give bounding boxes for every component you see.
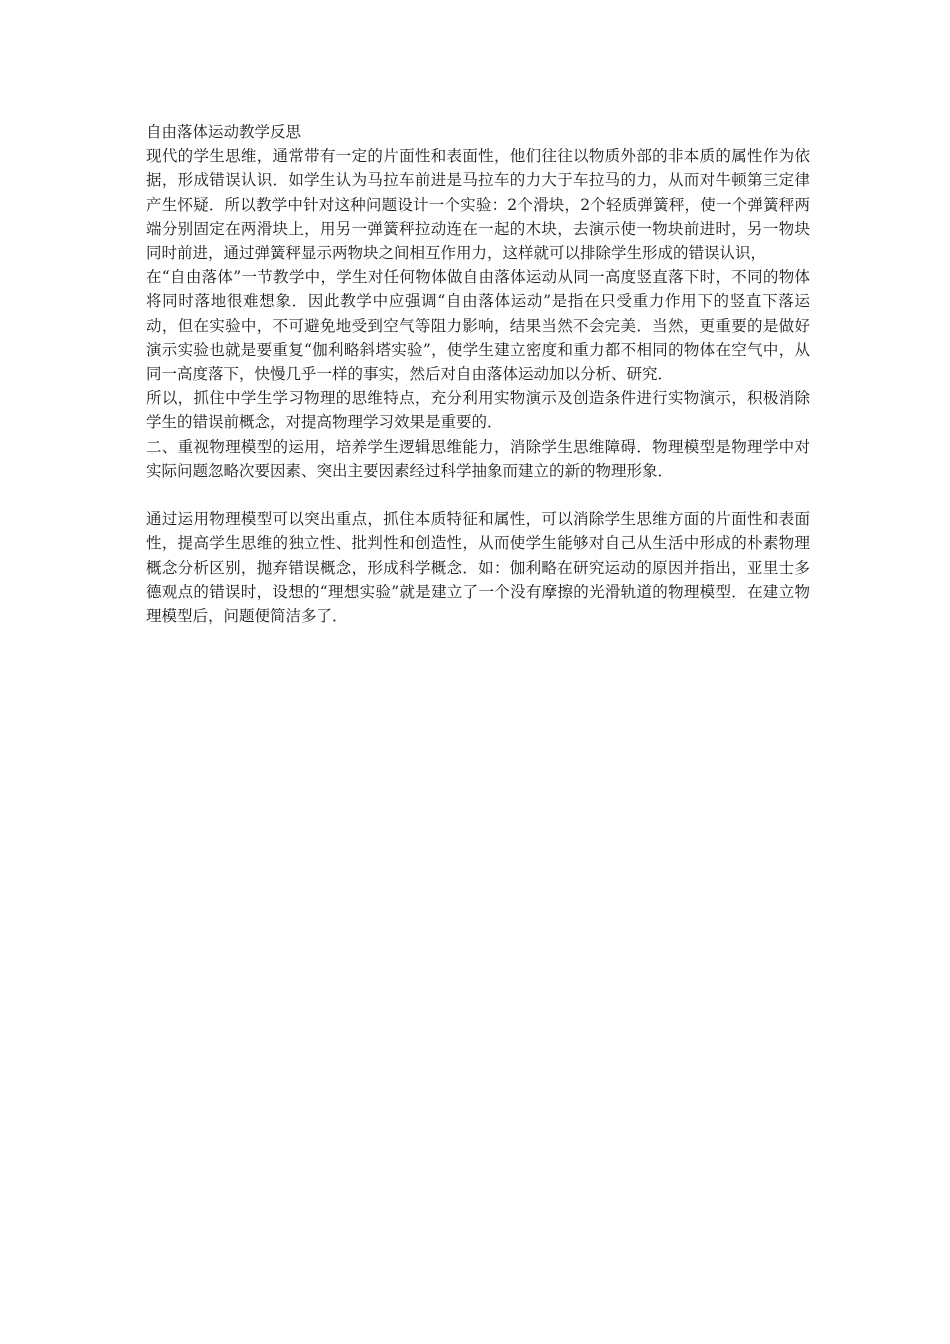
paragraph-3: 所以，抓住中学生学习物理的思维特点，充分利用实物演示及创造条件进行实物演示，积极消除学生的错误前概念，对提高物理学习效果是重要的．	[146, 389, 810, 432]
paragraph-4: 二、重视物理模型的运用，培养学生逻辑思维能力，消除学生思维障碍．物理模型是物理学中对实际问题忽略次要因素、突出主要因素经过科学抽象而建立的新的物理形象．	[146, 437, 810, 480]
document-title: 自由落体运动教学反思	[146, 123, 302, 141]
paragraph-1: 现代的学生思维，通常带有一定的片面性和表面性，他们往往以物质外部的非本质的属性作为依据，形成错误认识．如学生认为马拉车前进是马拉车的力大于车拉马的力，从而对牛顿第三定律产生怀疑．所以教学中针对这种问题设计一个实验：2个滑块，2个轻质弹簧秤，使一个弹簧秤两端分别固定在两滑块上，用另一弹簧秤拉动连在一起的木块，去演示使一物块前进时，另一物块同时前进，通过弹簧秤显示两物块之间相互作用力，这样就可以排除学生形成的错误认识，	[146, 147, 810, 263]
paragraph-spacer	[146, 483, 810, 507]
document-body	[146, 120, 810, 628]
paragraph-2: 在“自由落体”一节教学中，学生对任何物体做自由落体运动从同一高度竖直落下时，不同的物体将同时落地很难想象．因此教学中应强调“自由落体运动”是指在只受重力作用下的竖直下落运动，但在实验中，不可避免地受到空气等阻力影响，结果当然不会完美．当然，更重要的是做好演示实验也就是要重复“伽利略斜塔实验”，使学生建立密度和重力都不相同的物体在空气中，从同一高度落下，快慢几乎一样的事实，然后对自由落体运动加以分析、研究．	[146, 268, 810, 384]
paragraph-5: 通过运用物理模型可以突出重点，抓住本质特征和属性，可以消除学生思维方面的片面性和表面性，提高学生思维的独立性、批判性和创造性，从而使学生能够对自己从生活中形成的朴素物理概念分析区别，抛弃错误概念，形成科学概念．如：伽利略在研究运动的原因并指出，亚里士多德观点的错误时，设想的“理想实验”就是建立了一个没有摩擦的光滑轨道的物理模型．在建立物理模型后，问题便简洁多了．	[146, 510, 810, 626]
